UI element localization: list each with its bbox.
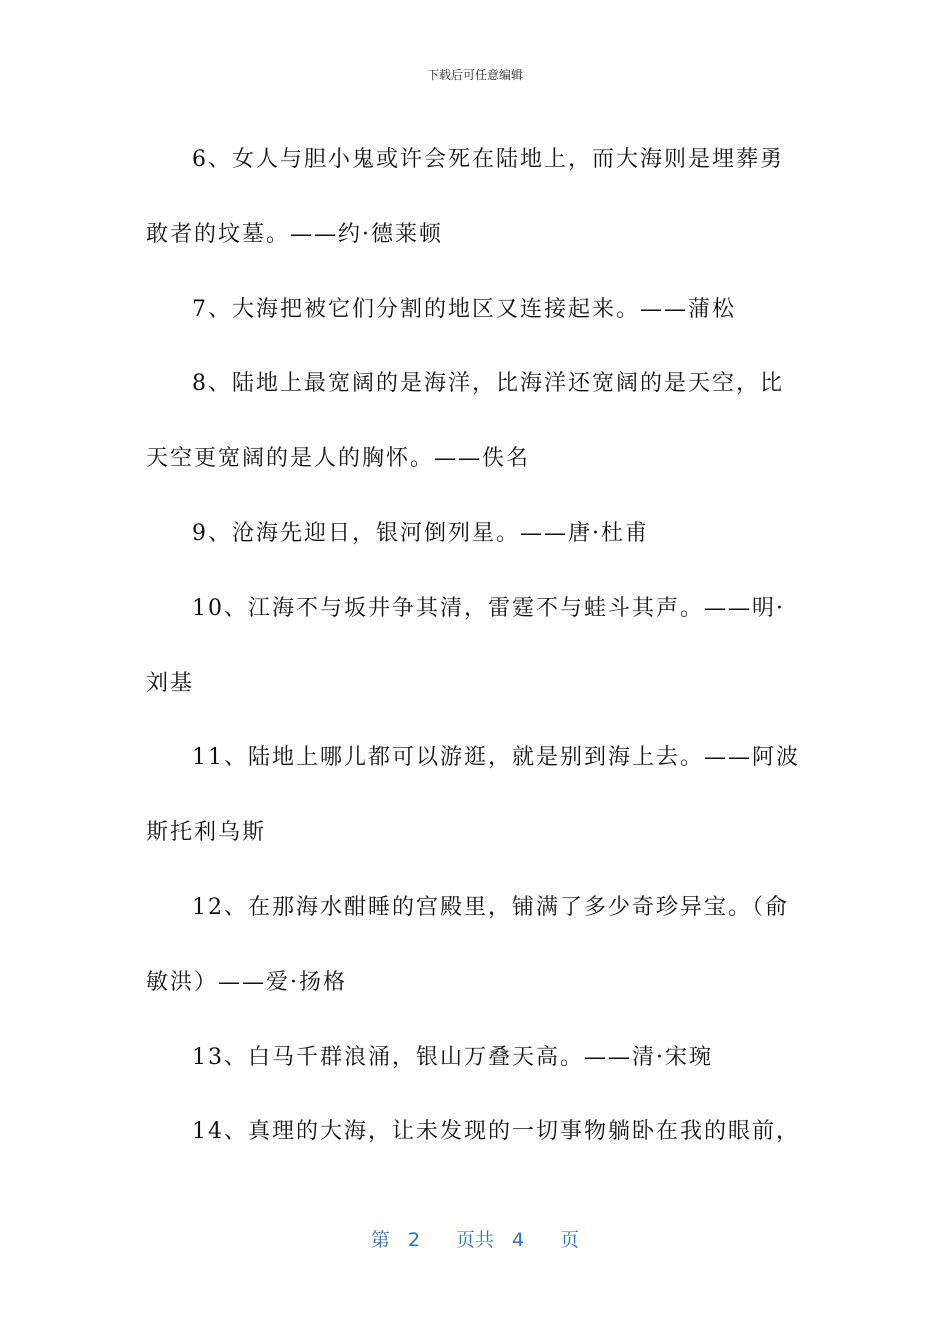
- header-note: 下载后可任意编辑: [426, 68, 523, 82]
- paragraph-quote-10: 10、江海不与坂井争其清，雷霆不与蛙斗其声。——明·刘基: [146, 595, 785, 696]
- footer-middle: 页共: [455, 1229, 494, 1251]
- paragraph-quote-9: 9、沧海先迎日，银河倒列星。——唐·杜甫: [192, 520, 649, 546]
- footer-suffix: 页: [560, 1229, 580, 1251]
- footer-prefix: 第: [370, 1229, 390, 1251]
- page-footer: [0, 1225, 950, 1252]
- paragraph-quote-6: 6、女人与胆小鬼或许会死在陆地上，而大海则是埋葬勇敢者的坟墓。——约·德莱顿: [146, 147, 784, 247]
- paragraph-quote-14: 14、真理的大海，让未发现的一切事物躺卧在我的眼前，: [192, 1119, 800, 1145]
- paragraph-quote-12: 12、在那海水酣睡的宫殿里，铺满了多少奇珍异宝。（俞敏洪）——爱·扬格: [146, 894, 789, 995]
- paragraph-quote-7: 7、大海把被它们分割的地区又连接起来。——蒲松: [192, 296, 736, 322]
- paragraph-quote-11: 11、陆地上哪儿都可以游逛，就是别到海上去。——阿波斯托利乌斯: [146, 745, 800, 846]
- paragraph-quote-8: 8、陆地上最宽阔的是海洋，比海洋还宽阔的是天空，比天空更宽阔的是人的胸怀。——佚名: [146, 371, 784, 472]
- paragraph-quote-13: 13、白马千群浪涌，银山万叠天高。——清·宋琬: [192, 1044, 713, 1070]
- document-body: [146, 123, 806, 1170]
- footer-current-page: 2: [407, 1229, 420, 1251]
- footer-total-pages: 4: [512, 1229, 525, 1251]
